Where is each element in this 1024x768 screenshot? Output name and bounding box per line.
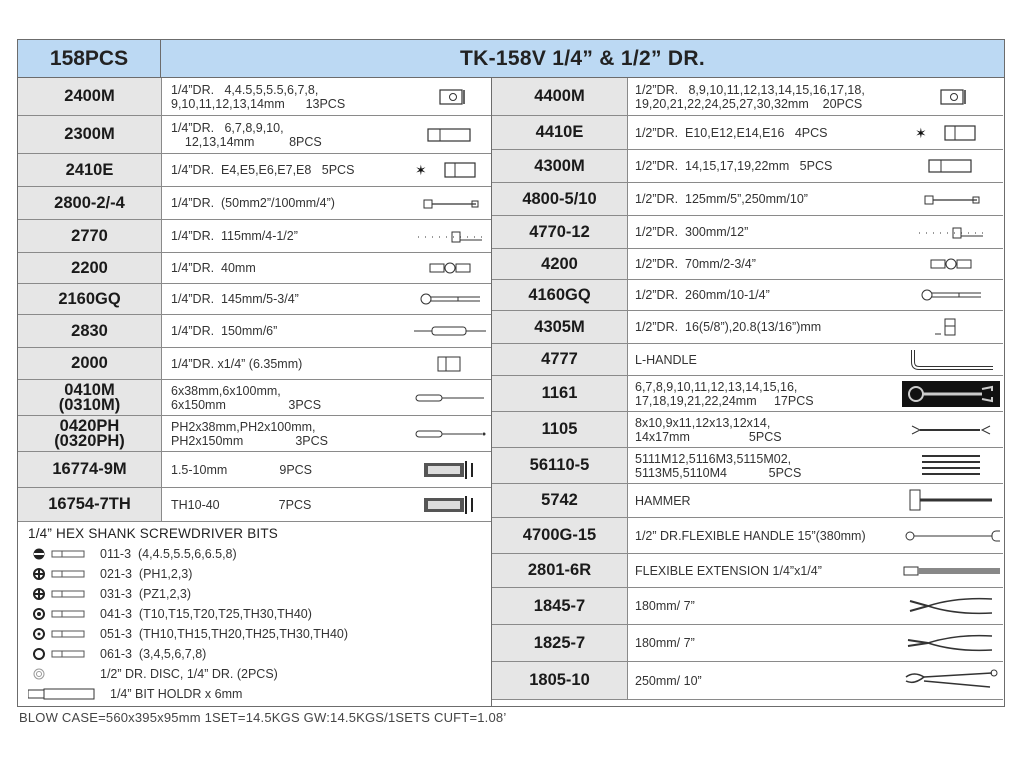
svg-text:✶: ✶ [915,125,927,142]
item-description [635,216,925,248]
item-code [492,249,628,279]
bit-item [28,564,192,583]
bit-item [28,544,237,563]
bits-section-title: 1/4” HEX SHANK SCREWDRIVER BITS [28,526,278,541]
spinner-handle-icon [411,315,489,347]
flexible-handle-icon [902,518,1000,553]
item-code-text: 2410E [65,160,114,179]
item-code-text: 16774-9M [52,460,127,478]
item-description-text: 1/4”DR. 6,7,8,9,10, 12,13,14mm 8PCS [171,120,322,149]
bit-item [28,644,206,663]
extension-bar-icon [411,187,489,219]
right-row [492,412,1003,448]
item-code [18,348,162,379]
left-row [18,78,491,116]
hammer-icon [902,484,1000,517]
item-code-text: 4410E [535,123,584,141]
t-bar-icon [902,216,1000,248]
bit-item [28,664,278,683]
left-row [18,380,491,416]
item-code [18,284,162,314]
item-code-text: 2000 [71,354,108,372]
right-row [492,344,1003,376]
item-description [635,448,925,483]
item-code [492,280,628,310]
item-description-text: 1/2”DR. 70mm/2-3/4” [635,257,756,271]
item-code [18,187,162,219]
item-code-text: 2801-6R [527,561,592,579]
item-code [492,625,628,661]
item-code [18,78,162,115]
item-description [635,280,925,310]
bit-adaptor-icon [411,348,489,379]
item-description-text: FLEXIBLE EXTENSION 1/4”x1/4” [635,563,822,578]
universal-joint-icon [411,253,489,283]
piece-count-label: 158PCS [49,46,129,70]
bit-shank-icon [50,549,100,559]
bit-item [28,584,191,603]
item-description [635,412,925,447]
short-socket-icon [902,78,1000,115]
item-description [635,249,925,279]
item-code [492,484,628,517]
phillips-bit-icon [28,567,50,581]
item-description-text: 1/4”DR. 145mm/5-3/4” [171,292,299,306]
item-description-text: 1/4”DR. 115mm/4-1/2” [171,229,298,243]
right-row [492,78,1003,116]
item-description-text: 250mm/ 10” [635,673,702,688]
item-description-text: HAMMER [635,493,691,508]
item-description-text: 1/2” DR.FLEXIBLE HANDLE 15”(380mm) [635,528,866,543]
item-code [18,253,162,283]
item-code-text: 2770 [71,226,108,245]
item-code-text: 4800-5/10 [522,189,597,208]
right-row [492,448,1003,484]
left-row [18,452,491,488]
ratchet-icon [902,280,1000,310]
left-row [18,116,491,154]
item-code [492,554,628,587]
pozidriv-bit-icon [28,587,50,601]
item-description-text: 1.5-10mm 9PCS [171,462,313,477]
bit-item-text: 1/2” DR. DISC, 1/4” DR. (2PCS) [100,666,278,681]
combination-wrench-icon [902,376,1000,411]
left-row [18,154,491,187]
right-row [492,625,1003,662]
bit-holder-icon [28,687,110,701]
item-description-text: 1/4”DR. 40mm [171,261,256,275]
item-code [492,448,628,483]
item-code [18,154,162,186]
bit-item-text: 041-3 (T10,T15,T20,T25,TH30,TH40) [100,606,312,621]
item-description [635,518,925,553]
phillips-screwdriver-icon [411,416,489,451]
item-code-text: 2200 [71,258,108,277]
item-code-text: 1105 [541,420,578,438]
punch-chisel-set-icon [902,448,1000,483]
left-row [18,187,491,220]
item-description [171,78,421,115]
open-end-wrench-icon [902,412,1000,447]
bit-item-text: 051-3 (TH10,TH15,TH20,TH25,TH30,TH40) [100,626,349,641]
item-code [492,150,628,182]
locking-pliers-icon [902,662,1000,699]
left-row [18,488,491,522]
item-code [492,216,628,248]
deep-socket-icon [902,150,1000,182]
item-code-text: 5742 [541,491,578,509]
item-description-text: 1/2”DR. 16(5/8”),20.8(13/16”)mm [635,320,822,334]
bit-item-text: 061-3 (3,4,5,6,7,8) [100,646,207,661]
item-code [18,488,162,521]
item-code-text: 0410M (0310M) [58,380,121,414]
item-code [492,311,628,343]
item-code-text: 1805-10 [529,671,590,689]
item-code [18,116,162,153]
item-code [18,380,162,415]
right-row [492,376,1003,412]
item-description [635,183,925,215]
left-row [18,416,491,452]
combination-pliers-icon [902,625,1000,661]
tamper-torx-bit-icon [28,627,50,641]
right-row [492,280,1003,311]
right-row [492,249,1003,280]
right-row [492,183,1003,216]
item-code-text: 4300M [534,156,585,175]
item-description-text: 1/2”DR. 125mm/5”,250mm/10” [635,192,808,206]
item-description-text: 6x38mm,6x100mm, 6x150mm 3PCS [171,383,322,412]
bit-item [28,684,242,703]
item-description [635,484,925,517]
torx-bit-icon [28,607,50,621]
bit-shank-icon [50,569,100,579]
item-code-text: 16754-7TH [48,495,131,513]
item-description-text: 180mm/ 7” [635,599,695,613]
item-description [635,344,925,375]
item-description [171,315,421,347]
bit-shank-icon [50,589,100,599]
bit-shank-icon [50,649,100,659]
right-row [492,150,1003,183]
item-code-text: 4305M [534,317,585,336]
packing-info-footer: BLOW CASE=560x395x95mm 1SET=14.5KGS GW:14.5KGS/1SETS CUFT=1.08’ [19,710,507,725]
flexible-extension-icon [902,554,1000,587]
item-description [635,662,925,699]
left-row [18,253,491,284]
bit-item-text: 021-3 (PH1,2,3) [100,566,193,581]
item-code-text: 0420PH (0320PH) [54,416,125,450]
hex-bit-icon [28,647,50,661]
item-code [492,588,628,624]
item-description-text: 1/2”DR. E10,E12,E14,E16 4PCS [635,125,828,140]
l-handle-icon [902,344,1000,375]
tool-set-spec-sheet [17,39,1005,707]
item-description-text: 8x10,9x11,12x13,12x14, 14x17mm 5PCS [635,415,782,444]
left-row [18,348,491,380]
item-code-text: 56110-5 [529,456,590,474]
item-description-text: 1/2”DR. 14,15,17,19,22mm 5PCS [635,159,833,173]
right-item-column [491,78,1003,706]
item-description-text: 1/4”DR. x1/4” (6.35mm) [171,356,303,371]
right-row [492,484,1003,518]
item-code-text: 1825-7 [533,633,586,652]
item-description [171,154,421,186]
item-description [171,488,421,521]
left-row [18,315,491,348]
right-row [492,554,1003,588]
right-row [492,518,1003,554]
item-description [171,416,421,451]
item-code [492,412,628,447]
item-code-text: 4770-12 [529,222,590,241]
universal-joint-icon [902,249,1000,279]
bit-item-text: 011-3 (4,4.5,5.5,6,6.5,8) [100,546,237,561]
item-description [171,380,421,415]
item-description [171,116,421,153]
item-code [18,220,162,252]
item-code [492,376,628,411]
diagonal-pliers-icon [902,588,1000,624]
item-description [171,452,421,487]
item-description [635,588,925,624]
right-row [492,588,1003,625]
item-description-text: L-HANDLE [635,352,697,367]
screwdriver-bits-section [18,524,491,706]
item-description-text: 180mm/ 7” [635,636,695,650]
item-code [492,662,628,699]
item-description-text: 1/2”DR. 8,9,10,11,12,13,14,15,16,17,18, 19,20,21,22,24,25,27,30,32mm 20PCS [635,82,865,111]
slotted-bit-icon [28,547,50,561]
item-code-text: 4200 [541,254,578,273]
item-code-text: 2300M [64,125,115,143]
item-description [635,311,925,343]
item-description [635,116,925,149]
item-description [171,187,421,219]
item-description-text: 1/4”DR. E4,E5,E6,E7,E8 5PCS [171,163,355,177]
item-description-text: 1/2”DR. 260mm/10-1/4” [635,288,770,302]
item-description [635,78,925,115]
item-code-text: 4777 [541,350,578,368]
extension-bar-icon [902,183,1000,215]
item-description-text: 6,7,8,9,10,11,12,13,14,15,16, 17,18,19,21,22,24mm 17PCS [635,379,814,408]
item-code-text: 4160GQ [528,285,591,304]
bit-item [28,624,348,643]
item-description [171,253,421,283]
slotted-screwdriver-icon [411,380,489,415]
item-code-text: 2800-2/-4 [54,193,125,212]
item-code-text: 4400M [534,87,585,105]
ratchet-icon [411,284,489,314]
torx-key-set-icon [411,488,489,521]
deep-socket-icon [411,116,489,153]
torx-socket-icon [902,116,1000,149]
left-row [18,220,491,253]
bit-shank-icon [50,629,100,639]
item-code-text: 2160GQ [58,289,121,308]
item-description [635,554,925,587]
bit-item-text: 1/4” BIT HOLDR x 6mm [110,686,243,701]
item-code-text: 1845-7 [533,596,586,615]
right-row [492,116,1003,150]
svg-text:✶: ✶ [415,163,427,179]
item-code [492,78,628,115]
item-description [171,284,421,314]
item-code [18,416,162,451]
hex-key-set-icon [411,452,489,487]
right-row [492,662,1003,700]
disc-icon [28,667,50,681]
model-title: TK-158V 1/4” & 1/2” DR. [460,46,705,70]
left-row [18,284,491,315]
model-title-header [161,40,1004,78]
bit-item-text: 031-3 (PZ1,2,3) [100,586,192,601]
bit-shank-icon [50,609,100,619]
item-description-text: 1/4”DR. 150mm/6” [171,324,278,338]
t-bar-icon [411,220,489,252]
piece-count-header [18,40,161,78]
item-description-text: TH10-40 7PCS [171,497,312,512]
item-description [635,376,925,411]
item-code [18,452,162,487]
item-code [492,518,628,553]
spark-plug-socket-icon [902,311,1000,343]
item-description [171,220,421,252]
right-row [492,216,1003,249]
item-code-text: 1161 [541,384,578,402]
item-description [635,150,925,182]
item-code-text: 2830 [71,321,108,340]
item-description-text: PH2x38mm,PH2x100mm, PH2x150mm 3PCS [171,419,328,448]
item-code [18,315,162,347]
item-code [492,116,628,149]
item-description [635,625,925,661]
short-socket-icon [411,78,489,115]
torx-socket-icon [411,154,489,186]
item-description-text: 5111M12,5116M3,5115M02, 5113M5,5110M4 5PCS [635,451,802,480]
item-description-text: 1/4”DR. 4,4.5,5,5.5,6,7,8, 9,10,11,12,13,14mm 13PCS [171,82,346,111]
item-code-text: 2400M [64,87,115,105]
item-description-text: 1/2”DR. 300mm/12” [635,225,749,239]
bit-item [28,604,312,623]
item-code [492,183,628,215]
item-code-text: 4700G-15 [522,526,597,544]
item-code [492,344,628,375]
item-description-text: 1/4”DR. (50mm2”/100mm/4”) [171,196,335,210]
item-description [171,348,421,379]
right-row [492,311,1003,344]
